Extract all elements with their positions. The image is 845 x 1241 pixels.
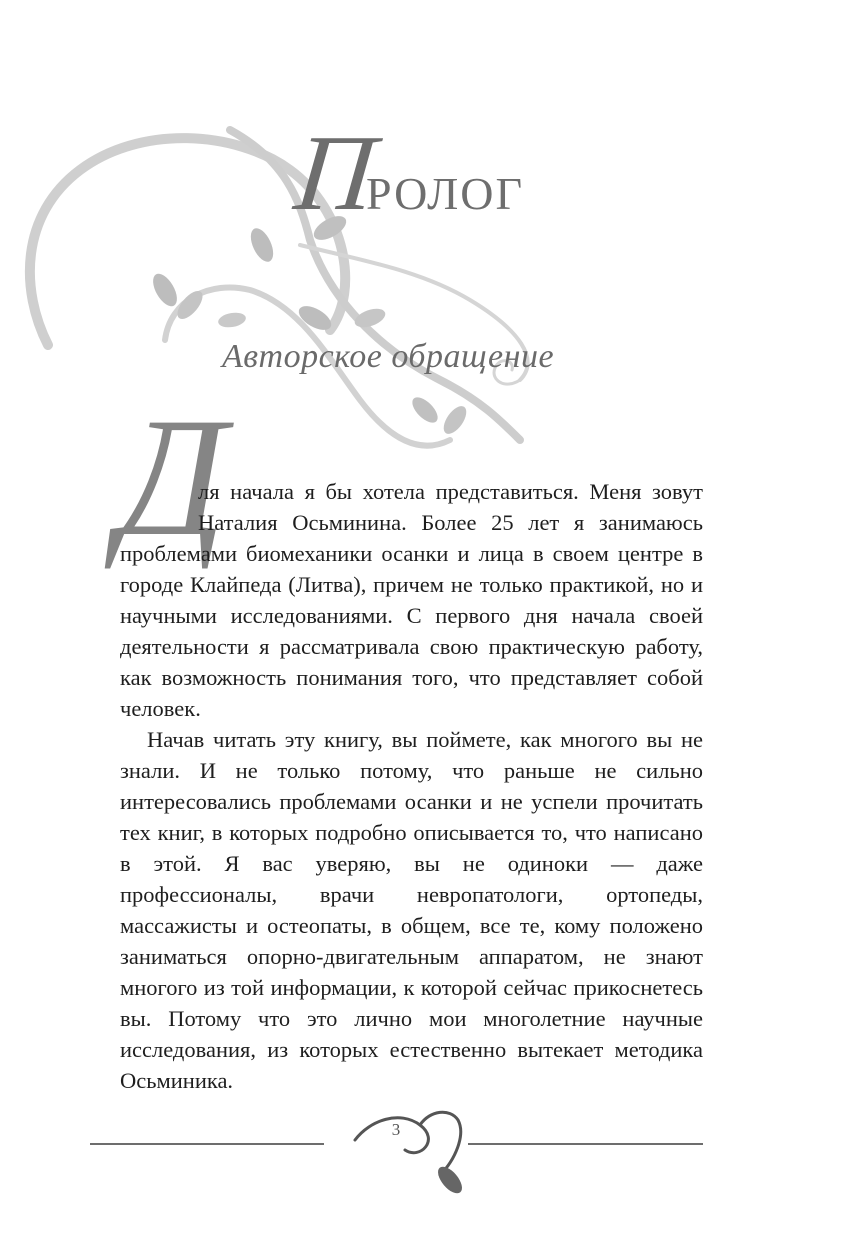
chapter-title [289,114,525,233]
paragraph-2: Начав читать эту книгу, вы поймете, как многого вы не знали. И не только потому, что раньше не сильно интересовались проблемами осанки и не успели прочитать тех книг, в которых подробно описывается то, что написано в этой. Я вас уверяю, вы не одиноки — даже профессионалы, врачи невропатологи, ортопеды, массажисты и остеопаты, в общем, все те, кому положено заниматься опорно-двигательным аппаратом, не знают многого из той информации, к которой сейчас прикоснетесь вы. Потому что это лично мои многолетние научные исследования, из которых естественно вытекает методика Осьминика. [120,727,703,1093]
body-text [120,476,703,1096]
drop-cap-space [120,476,198,534]
leaf-3 [246,225,278,265]
leaf-9 [217,311,247,330]
footer-rule-left [90,1143,324,1145]
drop-cap-letter: Д [118,383,227,571]
leaf-1 [148,270,182,310]
chapter-subtitle: Авторское обращение [222,338,555,375]
title-initial-letter: П [289,114,381,233]
paragraph-1-text: ля начала я бы хотела представиться. Меня зовут Наталия Осьминина. Более 25 лет я занимаюсь проблемами биомеханики осанки и лица в своем центре в городе Клайпеда (Литва), причем не только практикой, но и научными исследованиями. С первого дня начала своей деятельности я рассматривала свою практическую работу, как возможность понимания того, что представляет собой человек. [120,479,703,721]
page-number: 3 [391,1120,401,1139]
leaf-7 [408,393,442,427]
paragraph-1 [120,476,703,724]
title-rest: РОЛОГ [366,168,525,219]
footer-rule-right [468,1143,703,1145]
leaf-8 [439,402,470,437]
footer-leaf [434,1163,467,1198]
